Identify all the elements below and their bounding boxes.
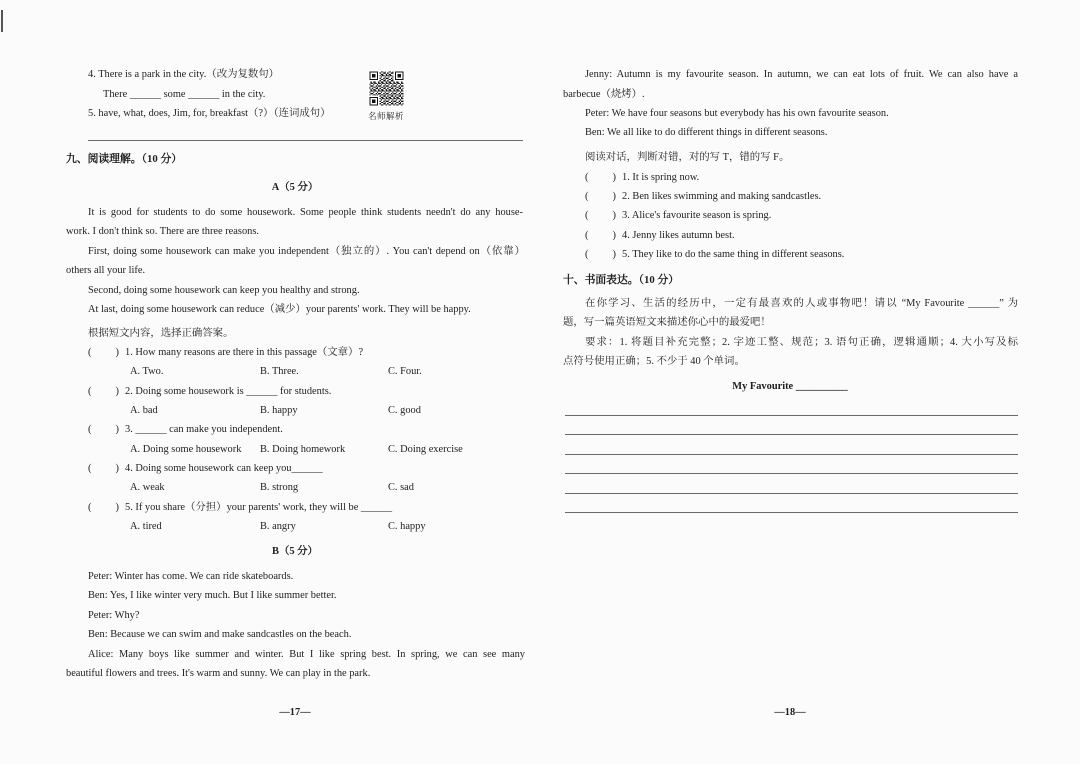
section10-title: 十、书面表达。（10 分） bbox=[563, 274, 680, 286]
answer-bracket bbox=[585, 229, 616, 243]
q2-option-c: C. good bbox=[388, 405, 421, 416]
q5-option-a: A. tired bbox=[130, 521, 162, 532]
q5-answer-line bbox=[88, 140, 523, 141]
dialogue-line: Jenny: Autumn is my favourite season. In autumn, we can eat lots of fruit. We can also have a bbox=[585, 69, 1018, 80]
bracket-open: ( bbox=[88, 424, 92, 435]
bracket-open: ( bbox=[585, 210, 589, 221]
part-b-title: B（5 分） bbox=[272, 546, 318, 557]
bracket-close: ) bbox=[612, 249, 616, 260]
bracket-open: ( bbox=[88, 463, 92, 474]
q4-option-c: C. sad bbox=[388, 482, 414, 493]
q2-option-b: B. happy bbox=[260, 405, 298, 416]
bracket-close: ) bbox=[115, 386, 119, 397]
dialogue-line: beautiful flowers and trees. It's warm and sunny. We can play in the park. bbox=[66, 668, 371, 679]
bracket-open: ( bbox=[585, 249, 589, 260]
question-1: 1. How many reasons are there in this passage（文章）? bbox=[125, 347, 364, 358]
answer-bracket bbox=[88, 346, 119, 360]
q5-option-b: B. angry bbox=[260, 521, 296, 532]
writing-prompt-line: 题，写一篇英语短文来描述你心中的最爱吧！ bbox=[563, 317, 771, 328]
q1-option-a: A. Two. bbox=[130, 366, 164, 377]
answer-bracket bbox=[585, 190, 616, 204]
writing-prompt-line: 点符号使用正确；5. 不少于 40 个单词。 bbox=[563, 356, 745, 367]
q2-option-a: A. bad bbox=[130, 405, 158, 416]
writing-line bbox=[565, 454, 1018, 455]
passage-line: Second, doing some housework can keep you healthy and strong. bbox=[88, 285, 360, 296]
page-18 bbox=[540, 0, 1080, 764]
bracket-open: ( bbox=[88, 347, 92, 358]
dialogue-line: Peter: Why? bbox=[88, 610, 140, 621]
dialogue-line: barbecue（烧烤）. bbox=[563, 89, 645, 100]
passage-line: First, doing some housework can make you independent（独立的）. You can't depend on（依靠） bbox=[88, 246, 525, 257]
writing-line bbox=[565, 473, 1018, 474]
essay-title: My Favourite __________ bbox=[732, 381, 848, 392]
part-a-instruction: 根据短文内容，选择正确答案。 bbox=[88, 328, 234, 339]
dialogue-line: Ben: Yes, I like winter very much. But I like summer better. bbox=[88, 590, 337, 601]
statement-2: 2. Ben likes swimming and making sandcastles. bbox=[622, 191, 822, 202]
question-2: 2. Doing some housework is ______ for students. bbox=[125, 386, 332, 397]
q1-option-b: B. Three. bbox=[260, 366, 299, 377]
statement-5: 5. They like to do the same thing in different seasons. bbox=[622, 249, 845, 260]
q1-option-c: C. Four. bbox=[388, 366, 422, 377]
bracket-close: ) bbox=[115, 502, 119, 513]
page-number: —17— bbox=[279, 707, 311, 718]
q4-answer-template: There ______ some ______ in the city. bbox=[103, 89, 266, 100]
writing-line bbox=[565, 493, 1018, 494]
bracket-close: ) bbox=[612, 191, 616, 202]
question-4: 4. Doing some housework can keep you______ bbox=[125, 463, 323, 474]
bracket-open: ( bbox=[88, 386, 92, 397]
bracket-close: ) bbox=[612, 172, 616, 183]
bracket-open: ( bbox=[88, 502, 92, 513]
answer-bracket bbox=[585, 248, 616, 262]
dialogue-line: Peter: Winter has come. We can ride skateboards. bbox=[88, 571, 294, 582]
passage-line: others all your life. bbox=[66, 265, 146, 276]
bracket-close: ) bbox=[115, 463, 119, 474]
bracket-open: ( bbox=[585, 172, 589, 183]
bracket-open: ( bbox=[585, 230, 589, 241]
bracket-close: ) bbox=[115, 424, 119, 435]
statement-3: 3. Alice's favourite season is spring. bbox=[622, 210, 772, 221]
passage-line: At last, doing some housework can reduce（减少）your parents' work. They will be happy. bbox=[88, 304, 471, 315]
writing-line bbox=[565, 415, 1018, 416]
bracket-open: ( bbox=[585, 191, 589, 202]
bracket-close: ) bbox=[612, 210, 616, 221]
q3-option-a: A. Doing some housework bbox=[130, 444, 242, 455]
dialogue-line: Ben: Because we can swim and make sandcastles on the beach. bbox=[88, 629, 352, 640]
statement-4: 4. Jenny likes autumn best. bbox=[622, 230, 735, 241]
passage-line: work. I don't think so. There are three reasons. bbox=[66, 226, 259, 237]
writing-line bbox=[565, 434, 1018, 435]
answer-bracket bbox=[88, 462, 119, 476]
writing-line bbox=[565, 512, 1018, 513]
answer-bracket bbox=[88, 501, 119, 515]
q4-option-a: A. weak bbox=[130, 482, 165, 493]
question-3: 3. ______ can make you independent. bbox=[125, 424, 283, 435]
q3-option-b: B. Doing homework bbox=[260, 444, 346, 455]
part-b-instruction: 阅读对话，判断对错，对的写 T，错的写 F。 bbox=[585, 152, 790, 163]
q5-option-c: C. happy bbox=[388, 521, 426, 532]
answer-bracket bbox=[585, 171, 616, 185]
writing-prompt-line: 在你学习、生活的经历中，一定有最喜欢的人或事物吧！请以 “My Favourite ______” 为 bbox=[585, 298, 1018, 309]
question-5: 5. If you share（分担）your parents' work, they will be ______ bbox=[125, 502, 393, 513]
q5-prompt: 5. have, what, does, Jim, for, breakfast（?）（连词成句） bbox=[88, 108, 331, 119]
page-number: —18— bbox=[774, 707, 806, 718]
qr-caption: 名师解析 bbox=[368, 111, 405, 121]
writing-prompt-line: 要求：1. 将题目补充完整；2. 字迹工整、规范；3. 语句正确，逻辑通顺；4. 大小写及标 bbox=[585, 337, 1018, 348]
passage-line: It is good for students to do some housework. Some people think students needn't do any house- bbox=[88, 207, 523, 218]
dialogue-line: Alice: Many boys like summer and winter. But I like spring best. In spring, we can see many bbox=[88, 649, 525, 660]
answer-bracket bbox=[88, 385, 119, 399]
statement-1: 1. It is spring now. bbox=[622, 172, 700, 183]
bracket-close: ) bbox=[612, 230, 616, 241]
section9-title: 九、阅读理解。（10 分） bbox=[66, 153, 183, 165]
answer-bracket bbox=[88, 423, 119, 437]
part-a-title: A（5 分） bbox=[271, 182, 319, 193]
q4-prompt: 4. There is a park in the city.（改为复数句） bbox=[88, 69, 280, 80]
dialogue-line: Peter: We have four seasons but everybody has his own favourite season. bbox=[585, 108, 889, 119]
dialogue-line: Ben: We all like to do different things in different seasons. bbox=[585, 127, 828, 138]
bracket-close: ) bbox=[115, 347, 119, 358]
qr-code-icon bbox=[368, 70, 405, 107]
q3-option-c: C. Doing exercise bbox=[388, 444, 463, 455]
q4-option-b: B. strong bbox=[260, 482, 299, 493]
answer-bracket bbox=[585, 209, 616, 223]
